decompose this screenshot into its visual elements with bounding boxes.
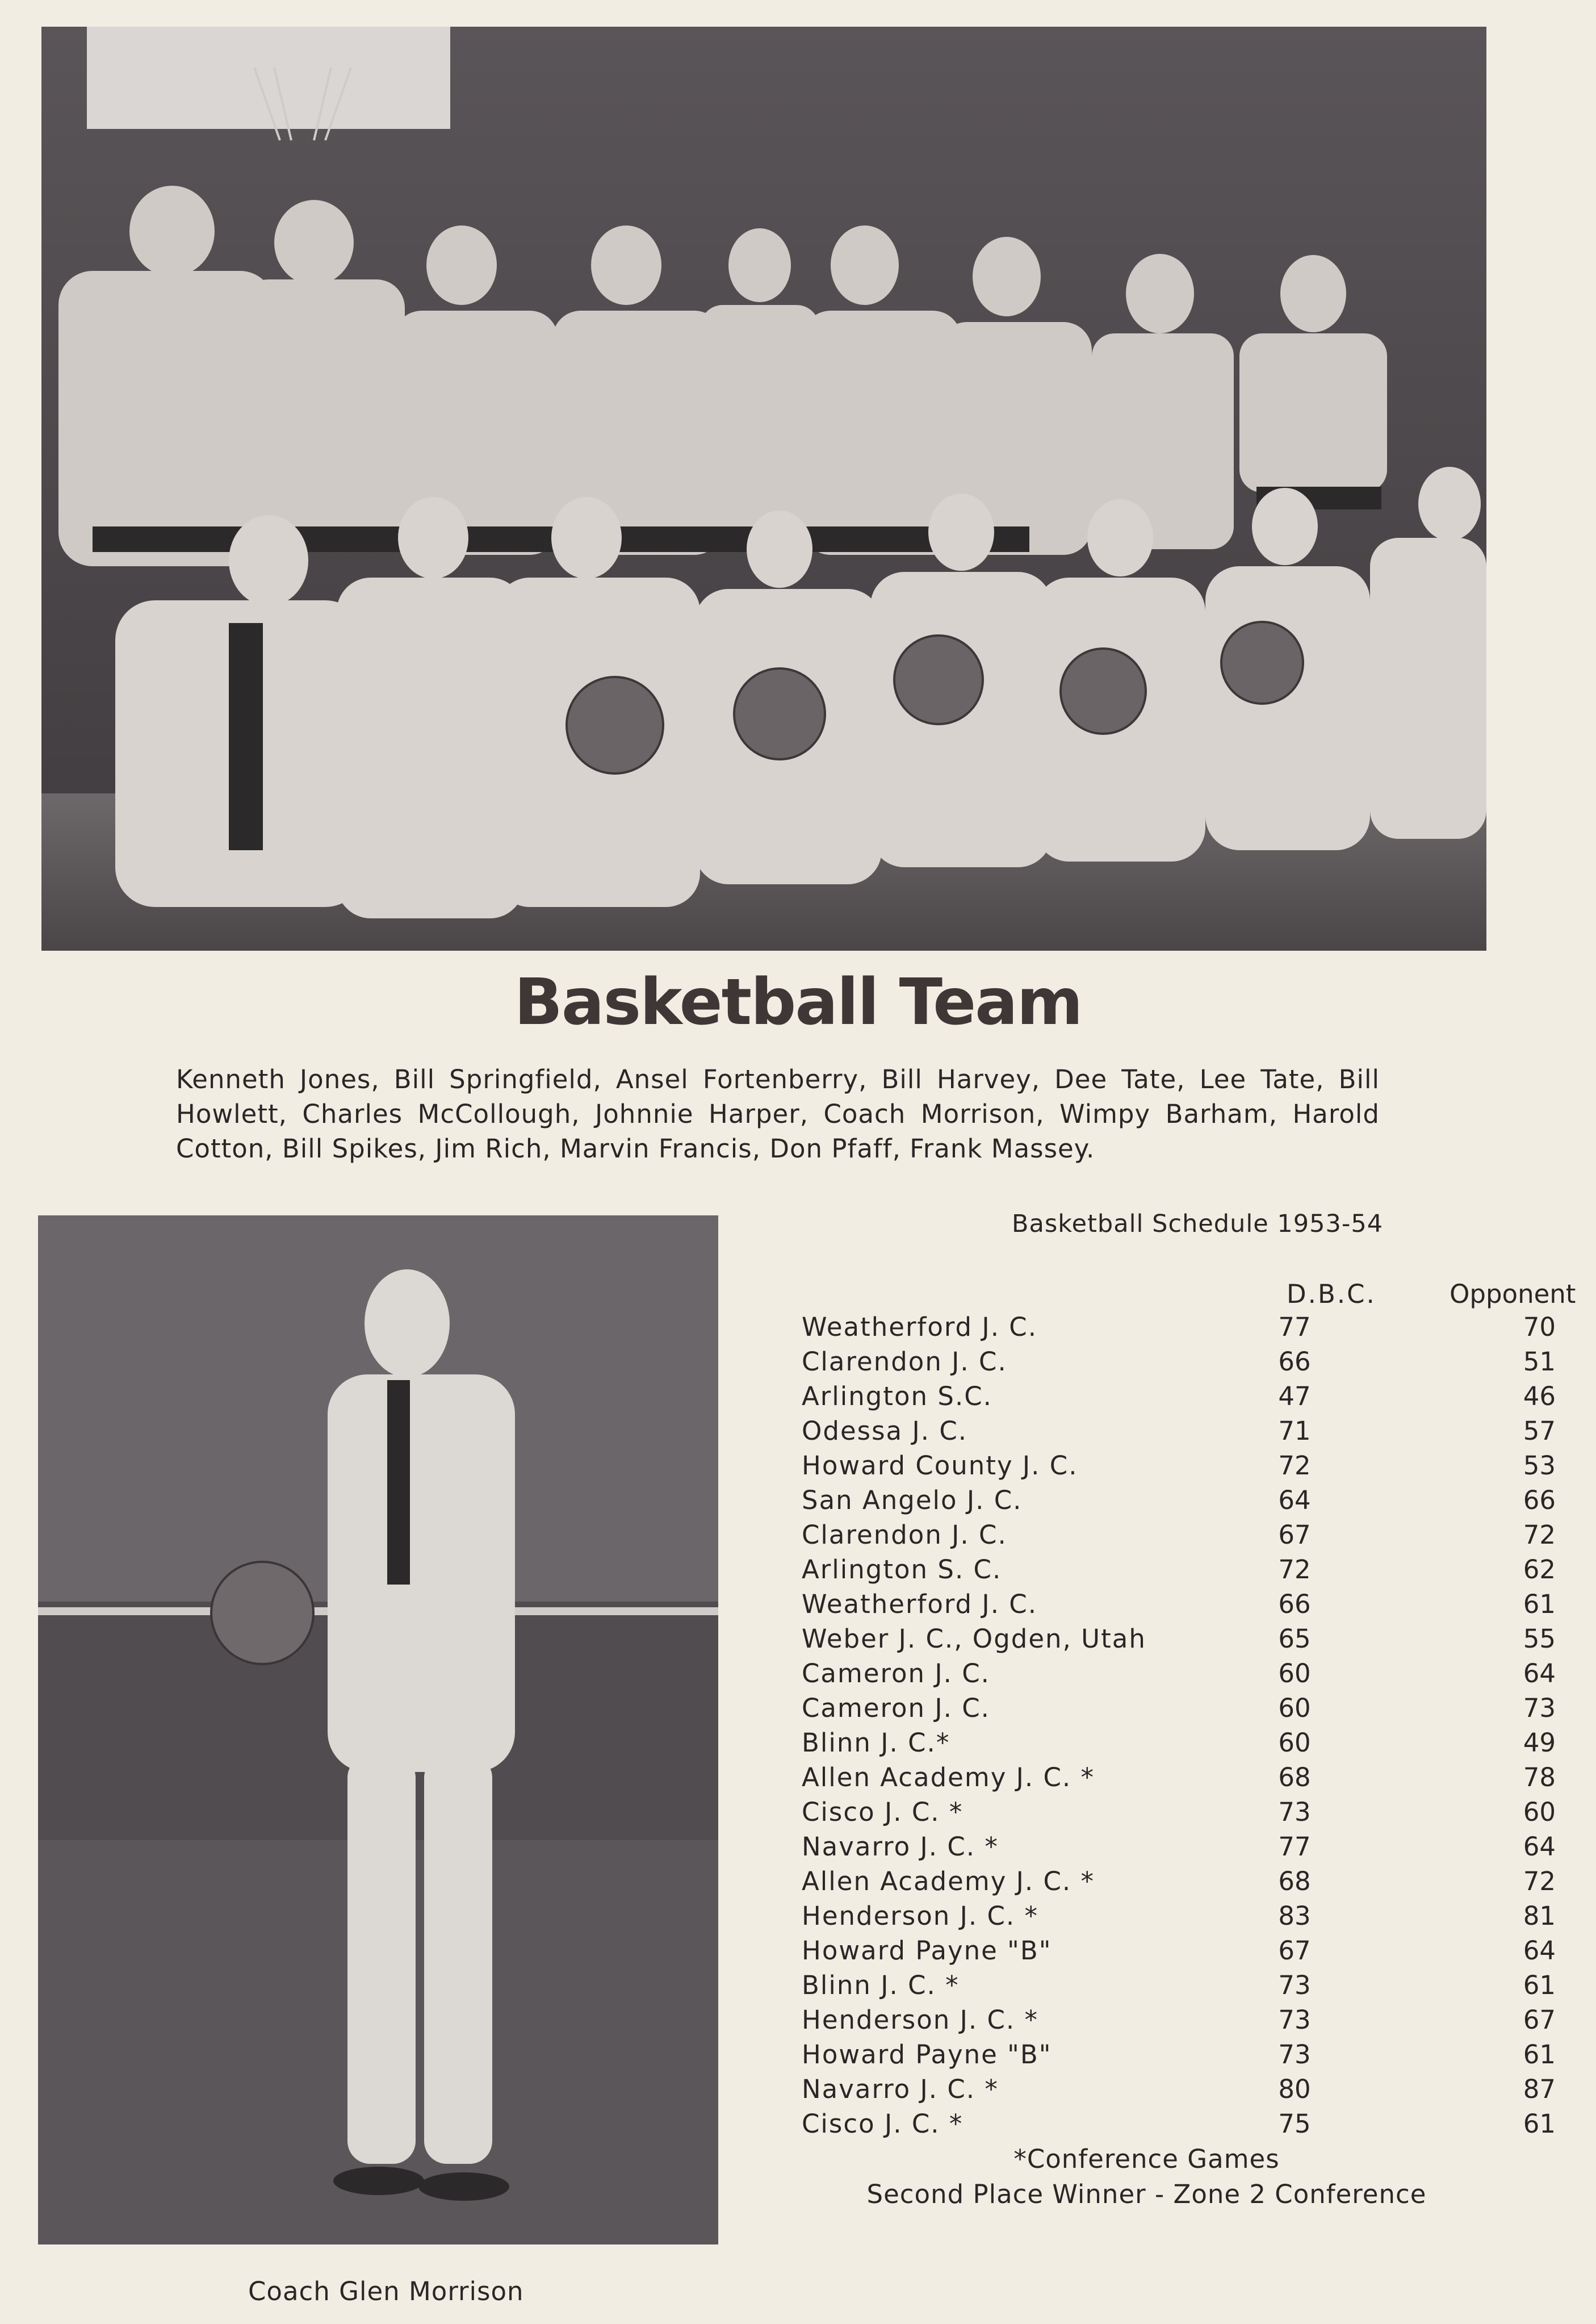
schedule-opponent-score: 73 bbox=[1523, 1693, 1556, 1723]
schedule-row bbox=[802, 2039, 1580, 2074]
schedule-team: Navarro J. C. * bbox=[802, 1832, 999, 1862]
schedule-row bbox=[802, 1936, 1580, 1970]
schedule-opponent-score: 67 bbox=[1523, 2005, 1556, 2035]
schedule-row bbox=[802, 1416, 1580, 1451]
schedule-team: San Angelo J. C. bbox=[802, 1485, 1023, 1515]
schedule-row bbox=[802, 1901, 1580, 1936]
schedule-team: Howard Payne "B" bbox=[802, 2039, 1052, 2070]
schedule-dbc-score: 73 bbox=[1278, 1970, 1311, 2000]
schedule-team: Allen Academy J. C. * bbox=[802, 1866, 1095, 1896]
schedule-opponent-score: 64 bbox=[1523, 1936, 1556, 1966]
schedule-team: Henderson J. C. * bbox=[802, 1901, 1039, 1931]
schedule-row bbox=[802, 2074, 1580, 2109]
schedule-opponent-score: 57 bbox=[1523, 1416, 1556, 1446]
coach-photo bbox=[38, 1215, 718, 2244]
schedule-team: Weatherford J. C. bbox=[802, 1589, 1038, 1619]
schedule-dbc-score: 72 bbox=[1278, 1554, 1311, 1585]
schedule-team: Howard Payne "B" bbox=[802, 1936, 1052, 1966]
schedule-team: Weber J. C., Ogden, Utah bbox=[802, 1624, 1146, 1654]
schedule-dbc-score: 72 bbox=[1278, 1451, 1311, 1481]
schedule-dbc-score: 67 bbox=[1278, 1520, 1311, 1550]
schedule-row bbox=[802, 2109, 1580, 2143]
schedule-opponent-score: 70 bbox=[1523, 1312, 1556, 1342]
schedule-row bbox=[802, 1693, 1580, 1728]
schedule-row bbox=[802, 1970, 1580, 2005]
schedule-opponent-score: 60 bbox=[1523, 1797, 1556, 1827]
schedule-team: Henderson J. C. * bbox=[802, 2005, 1039, 2035]
schedule-team: Cisco J. C. * bbox=[802, 2109, 964, 2139]
schedule-opponent-score: 72 bbox=[1523, 1520, 1556, 1550]
schedule-opponent-score: 55 bbox=[1523, 1624, 1556, 1654]
schedule-opponent-score: 64 bbox=[1523, 1832, 1556, 1862]
schedule-opponent-score: 66 bbox=[1523, 1485, 1556, 1515]
schedule-row bbox=[802, 1554, 1580, 1589]
schedule-dbc-score: 80 bbox=[1278, 2074, 1311, 2104]
schedule-team: Arlington S. C. bbox=[802, 1554, 1002, 1585]
schedule-title: Basketball Schedule 1953-54 bbox=[1012, 1210, 1384, 1238]
coach-photo-image bbox=[38, 1215, 718, 2244]
schedule-dbc-score: 66 bbox=[1278, 1347, 1311, 1377]
schedule-row bbox=[802, 1832, 1580, 1866]
schedule-dbc-score: 77 bbox=[1278, 1312, 1311, 1342]
schedule-opponent-score: 81 bbox=[1523, 1901, 1556, 1931]
schedule-dbc-score: 68 bbox=[1278, 1762, 1311, 1792]
schedule-opponent-score: 62 bbox=[1523, 1554, 1556, 1585]
schedule-row bbox=[802, 1485, 1580, 1520]
schedule-row bbox=[802, 1866, 1580, 1901]
schedule-dbc-score: 60 bbox=[1278, 1658, 1311, 1688]
schedule-team: Weatherford J. C. bbox=[802, 1312, 1038, 1342]
dbc-column-header: D.B.C. bbox=[1287, 1279, 1376, 1309]
schedule-opponent-score: 61 bbox=[1523, 2039, 1556, 2070]
schedule-row bbox=[802, 1658, 1580, 1693]
schedule-row bbox=[802, 1312, 1580, 1347]
team-photo bbox=[41, 27, 1486, 951]
schedule-team: Clarendon J. C. bbox=[802, 1347, 1007, 1377]
schedule-dbc-score: 71 bbox=[1278, 1416, 1311, 1446]
schedule-opponent-score: 87 bbox=[1523, 2074, 1556, 2104]
schedule-opponent-score: 61 bbox=[1523, 2109, 1556, 2139]
schedule-team: Cameron J. C. bbox=[802, 1658, 990, 1688]
opponent-column-header: Opponent bbox=[1450, 1279, 1576, 1309]
schedule-opponent-score: 78 bbox=[1523, 1762, 1556, 1792]
schedule-dbc-score: 73 bbox=[1278, 2005, 1311, 2035]
schedule-dbc-score: 75 bbox=[1278, 2109, 1311, 2139]
schedule-table bbox=[802, 1312, 1580, 2143]
schedule-opponent-score: 72 bbox=[1523, 1866, 1556, 1896]
conference-footnote: *Conference Games bbox=[1013, 2144, 1280, 2174]
schedule-dbc-score: 77 bbox=[1278, 1832, 1311, 1862]
schedule-row bbox=[802, 1589, 1580, 1624]
schedule-opponent-score: 49 bbox=[1523, 1728, 1556, 1758]
schedule-dbc-score: 68 bbox=[1278, 1866, 1311, 1896]
schedule-row bbox=[802, 1728, 1580, 1762]
schedule-dbc-score: 73 bbox=[1278, 2039, 1311, 2070]
schedule-dbc-score: 66 bbox=[1278, 1589, 1311, 1619]
schedule-opponent-score: 51 bbox=[1523, 1347, 1556, 1377]
schedule-row bbox=[802, 1381, 1580, 1416]
schedule-team: Blinn J. C. * bbox=[802, 1970, 960, 2000]
schedule-team: Clarendon J. C. bbox=[802, 1520, 1007, 1550]
schedule-team: Odessa J. C. bbox=[802, 1416, 968, 1446]
schedule-team: Blinn J. C.* bbox=[802, 1728, 950, 1758]
schedule-opponent-score: 61 bbox=[1523, 1970, 1556, 2000]
schedule-team: Navarro J. C. * bbox=[802, 2074, 999, 2104]
page-title: Basketball Team bbox=[514, 965, 1082, 1039]
schedule-dbc-score: 65 bbox=[1278, 1624, 1311, 1654]
schedule-opponent-score: 46 bbox=[1523, 1381, 1556, 1411]
coach-caption: Coach Glen Morrison bbox=[248, 2276, 524, 2306]
schedule-team: Allen Academy J. C. * bbox=[802, 1762, 1095, 1792]
schedule-dbc-score: 73 bbox=[1278, 1797, 1311, 1827]
schedule-row bbox=[802, 1624, 1580, 1658]
schedule-row bbox=[802, 1451, 1580, 1485]
schedule-dbc-score: 60 bbox=[1278, 1728, 1311, 1758]
schedule-row bbox=[802, 1347, 1580, 1381]
schedule-team: Cisco J. C. * bbox=[802, 1797, 964, 1827]
schedule-team: Arlington S.C. bbox=[802, 1381, 992, 1411]
schedule-team: Cameron J. C. bbox=[802, 1693, 990, 1723]
season-result: Second Place Winner - Zone 2 Conference bbox=[866, 2179, 1427, 2209]
schedule-dbc-score: 83 bbox=[1278, 1901, 1311, 1931]
schedule-row bbox=[802, 1762, 1580, 1797]
schedule-dbc-score: 67 bbox=[1278, 1936, 1311, 1966]
schedule-opponent-score: 61 bbox=[1523, 1589, 1556, 1619]
schedule-team: Howard County J. C. bbox=[802, 1451, 1078, 1481]
schedule-dbc-score: 64 bbox=[1278, 1485, 1311, 1515]
schedule-row bbox=[802, 1520, 1580, 1554]
schedule-dbc-score: 60 bbox=[1278, 1693, 1311, 1723]
schedule-row bbox=[802, 2005, 1580, 2039]
schedule-opponent-score: 64 bbox=[1523, 1658, 1556, 1688]
team-photo-image bbox=[41, 27, 1486, 951]
schedule-row bbox=[802, 1797, 1580, 1832]
schedule-dbc-score: 47 bbox=[1278, 1381, 1311, 1411]
schedule-opponent-score: 53 bbox=[1523, 1451, 1556, 1481]
team-roster: Kenneth Jones, Bill Springfield, Ansel Fortenberry, Bill Harvey, Dee Tate, Lee Tate, Bill Howlett, Charles McCollough, Johnnie Harper, Coach Morrison, Wimpy Barham, Harold Cotton, Bill Spikes, Jim Rich, Marvin Francis, Don Pfaff, Frank Massey. bbox=[176, 1064, 1380, 1164]
